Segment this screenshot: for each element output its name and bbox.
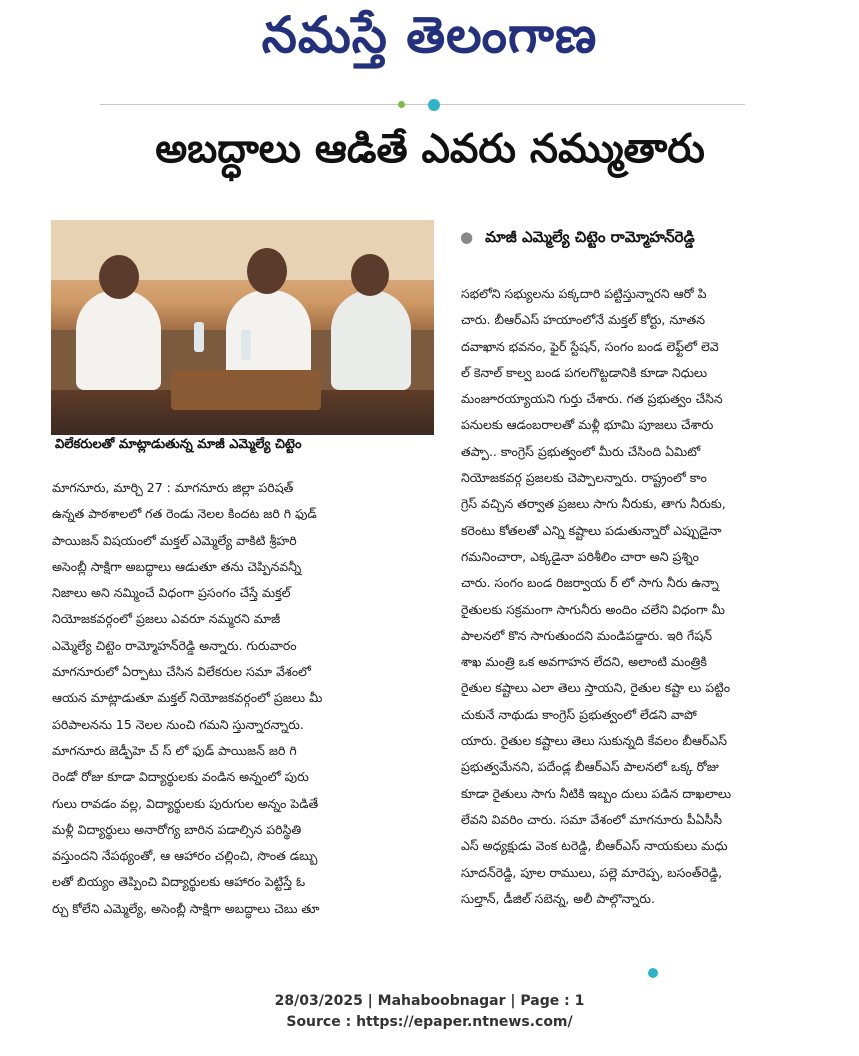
article-text-line: రైతులకు సక్రమంగా సాగునీరు అందిం చలేని విధంగా మీ xyxy=(461,601,725,617)
photo-head-center xyxy=(247,248,287,294)
article-text-line: చారు. సంగం బండ రిజర్వాయ ర్ లో సాగు నీరు ఉన్నా xyxy=(461,575,719,591)
article-text-line: ఆయన మాట్లాడుతూ మక్తల్ నియోజకవర్గంలో ప్రజలు మీ xyxy=(52,690,323,706)
article-text-line: వస్తుందని నేపథ్యంతో, ఆ ఆహారం చల్లించి, సొంత డబ్బు xyxy=(52,848,318,864)
green-dot-ornament xyxy=(398,101,405,108)
article-headline: అబద్ధాలు ఆడితే ఎవరు నమ్ముతారు xyxy=(155,126,705,172)
article-text-line: ఎమ్మెల్యే చిట్టెం రామ్మోహన్‌రెడ్డి అన్నారు. గురువారం xyxy=(52,637,297,653)
article-photo xyxy=(51,220,434,435)
article-text-line: చుకునే నాథుడు కాంగ్రెస్ ప్రభుత్వంలో లేడని వాపో xyxy=(461,706,697,722)
article-text-line: నియోజకవర్గ ప్రజలకు చెప్పాలన్నారు. రాష్ట్రంలో కాం xyxy=(461,470,707,486)
photo-person-center xyxy=(226,290,311,380)
blue-dot-ornament xyxy=(428,99,440,111)
photo-head-left xyxy=(99,255,139,299)
article-text-line: శాఖ మంత్రి ఒక అవగాహన లేదని, అలాంటి మంత్రికి xyxy=(461,654,707,670)
bullet-icon: ● xyxy=(460,228,474,246)
article-text-line: ర్చు కోలేని ఎమ్మెల్యే, అసెంబ్లీ సాక్షిగా అబద్ధాలు చెబు తూ xyxy=(52,900,320,916)
article-text-line: ప్రభుత్వమేనని, పదేండ్ల బీఆర్ఎస్ పాలనలో ఒక్క రోజు xyxy=(461,759,719,775)
article-text-line: మాగనూరు, మార్చి 27 : మాగనూరు జిల్లా పరిషత్ xyxy=(52,480,294,495)
article-text-line: గమనించారా, ఎక్కడైనా పరిశీలిం చారా అని ప్రశ్నిం xyxy=(461,548,699,564)
article-text-line: లేవని వివరిం చారు. సమా వేశంలో మాగనూరు పీఏసీసీ xyxy=(461,811,723,827)
article-text-line: సుల్తాన్, డీజిల్ సబెన్న, అలీ పాల్గొన్నారు. xyxy=(461,890,655,906)
article-text-line: పాలనలో కొన సాగుతుందని మండిపడ్డారు. ఇరి గేషన్ xyxy=(461,627,713,643)
article-text-line: మాగనూరులో ఏర్పాటు చేసిన విలేకరుల సమా వేశంలో xyxy=(52,664,311,680)
article-text-line: చారు. బీఆర్ఎస్ హయాంలోనే మక్తల్ కోర్టు, నూతన xyxy=(461,312,706,328)
article-text-line: ఎస్ అధ్యక్షుడు వెంక టరెడ్డి, బీఆర్ఎస్ నాయకులు మధు xyxy=(461,838,728,854)
article-text-line: మాగనూరు జెడ్పీహె చ్ స్ లో ఫుడ్ పాయిజన్ జరి గి xyxy=(52,742,297,758)
photo-table xyxy=(171,370,321,410)
article-text-line: ల్ కెనాల్ కాల్వ బండ పగలగొట్టడానికి కూడా నిధులు xyxy=(461,364,708,380)
article-text-line: సభలోని సభ్యులను పక్కదారి పట్టిస్తున్నారని ఆరో పి xyxy=(461,286,707,301)
photo-caption: విలేకరులతో మాట్లాడుతున్న మాజీ ఎమ్మెల్యే చిట్టెం xyxy=(55,437,302,452)
blue-dot-ornament xyxy=(648,968,658,978)
masthead-divider xyxy=(100,104,745,105)
article-text-line: పనులకు ఆడంబరాలతో మళ్లీ భూమి పూజలు చేశారు xyxy=(461,417,714,433)
article-text-line: మంజూరయ్యాయని గుర్తు చేశారు. గత ప్రభుత్వం చేసిన xyxy=(461,391,723,407)
photo-bottle xyxy=(194,322,204,352)
photo-head-right xyxy=(351,254,389,296)
article-text-line: కరెంటు కోతలతో ఎన్ని కష్టాలు పడుతున్నారో ఎప్పుడైనా xyxy=(461,522,722,538)
byline xyxy=(460,228,840,250)
photo-bottle xyxy=(241,330,251,360)
article-text-line: మళ్లీ విద్యార్థులు అనారోగ్య బారిన పడాల్సిన పరిస్థితి xyxy=(52,821,302,837)
footer-source: Source : https://epaper.ntnews.com/ xyxy=(286,1014,573,1030)
article-text-line: దవాఖాన భవనం, ఫైర్ స్టేషన్, సంగం బండ లెఫ్ట్‌లో లెవె xyxy=(461,338,719,354)
article-text-line: ఉన్నత పాఠశాలలో గత రెండు నెలల కిందట జరి గి ఫుడ్ xyxy=(52,506,317,522)
article-text-line: అసెంబ్లీ సాక్షిగా అబద్ధాలు ఆడుతూ తను చెప్పినవన్నీ xyxy=(52,558,302,574)
article-text-line: తప్పా.. కాంగ్రెస్ ప్రభుత్వంలో మీరు చేసింది ఏమిటో xyxy=(461,443,701,459)
article-column-right xyxy=(461,281,845,912)
article-text-line: గులు రావడం వల్ల, విద్యార్థులకు పురుగుల అన్నం పెడితే xyxy=(52,795,319,811)
article-text-line: యారు. రైతుల కష్టాలు తెలు సుకున్నది కేవలం బీఆర్ఎస్ xyxy=(461,733,728,749)
article-text-line: పాయిజన్ విషయంలో మక్తల్ ఎమ్మెల్యే వాకిటి శ్రీహరి xyxy=(52,532,297,548)
footer-date-edition: 28/03/2025 | Mahaboobnagar | Page : 1 xyxy=(274,993,585,1009)
article-text-line: నిజాలు అని నమ్మించే విధంగా ప్రసంగం చేస్తే మక్తల్ xyxy=(52,585,291,601)
newspaper-masthead: నమస్తే తెలంగాణ xyxy=(261,6,598,64)
photo-person-right xyxy=(331,290,411,390)
article-text-line: సూదన్‌రెడ్డి, పూల రాములు, పల్లె మారెప్ప, బసంత్‌రెడ్డి, xyxy=(461,864,723,880)
article-text-line: రెండో రోజు కూడా విద్యార్థులకు వండిన అన్నంలో పురు xyxy=(52,769,309,785)
byline-text: మాజీ ఎమ్మెల్యే చిట్టెం రామ్మోహన్‌రెడ్డి xyxy=(485,228,695,246)
article-text-line: రైతుల కష్టాలు ఎలా తెలు స్తాయని, రైతుల కష్టా లు పట్టిం xyxy=(461,680,731,696)
photo-person-left xyxy=(76,290,161,390)
article-text-line: పరిపాలనను 15 నెలల నుంచి గమని స్తున్నారన్నారు. xyxy=(52,716,304,732)
article-column-left xyxy=(52,475,434,922)
article-text-line: గ్రెస్ వచ్చిన తర్వాత ప్రజలు సాగు నీరుకు, తాగు నీరుకు, xyxy=(461,496,726,512)
article-text-line: నియోజకవర్గంలో ప్రజలు ఎవరూ నమ్మరని మాజీ xyxy=(52,611,281,627)
article-text-line: కూడా రైతులు సాగు నీటికి ఇబ్బం దులు పడిన దాఖలాలు xyxy=(461,785,732,801)
article-text-line: లతో బియ్యం తెప్పించి విద్యార్థులకు ఆహారం పెట్టిస్తే ఓ xyxy=(52,874,306,890)
